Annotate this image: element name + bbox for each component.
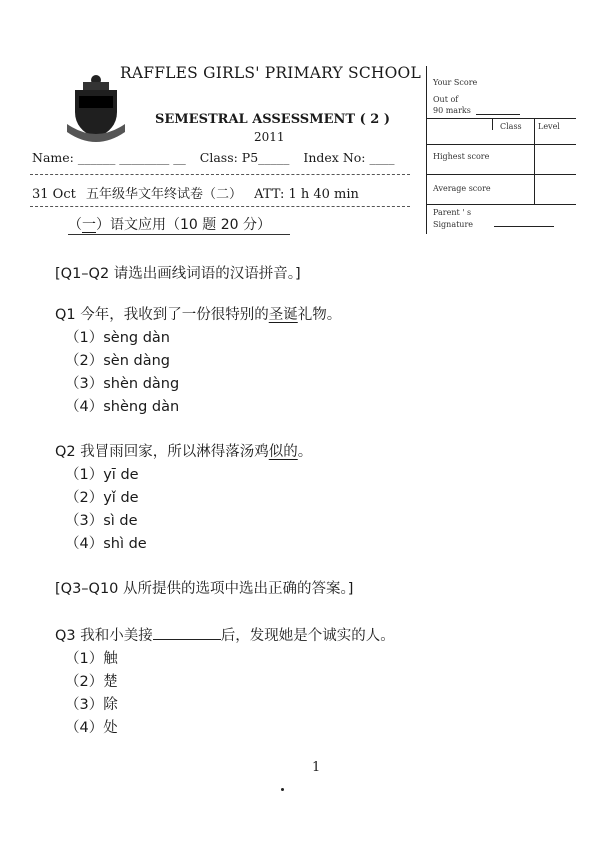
out-of-label: Out of <box>433 95 459 104</box>
question-3: Q3 我和小美接 后，发现她是个诚实的人。 <box>55 628 395 644</box>
signature-label: Signature <box>433 220 474 229</box>
signature-line <box>494 226 554 227</box>
q3-option-3[interactable]: （3）除 <box>65 697 118 713</box>
q2-option-3[interactable]: （3）sì de <box>65 513 138 529</box>
instruction-q1-q2: [Q1–Q2 请选出画线词语的汉语拼音。] <box>55 266 301 282</box>
exam-duration: ATT: 1 h 40 min <box>254 187 359 202</box>
q2-option-1[interactable]: （1）yī de <box>65 467 139 483</box>
q2-option-2[interactable]: （2）yǐ de <box>65 490 139 506</box>
highest-score-label: Highest score <box>433 152 490 161</box>
section-prefix: （ <box>68 217 82 233</box>
exam-date: 31 Oct <box>32 187 76 202</box>
level-column-label: Level <box>538 122 560 131</box>
instruction-q3-q10: [Q3–Q10 从所提供的选项中选出正确的答案。] <box>55 581 354 597</box>
exam-date-row <box>32 183 359 202</box>
score-box <box>426 66 576 234</box>
q1-underlined-word: 圣诞 <box>268 307 298 323</box>
assessment-year: 2011 <box>254 130 285 144</box>
q3-option-2[interactable]: （2）楚 <box>65 674 118 690</box>
question-2: Q2 我冒雨回家，所以淋得落汤鸡似的。 <box>55 444 313 460</box>
name-field[interactable]: Name: ______ ________ __ <box>32 150 186 165</box>
page-number: 1 <box>312 760 321 775</box>
school-name: RAFFLES GIRLS' PRIMARY SCHOOL <box>120 64 421 82</box>
q1-option-1[interactable]: （1）sèng dàn <box>65 330 170 346</box>
question-1: Q1 今年，我收到了一份很特别的圣诞礼物。 <box>55 307 342 323</box>
header-divider-top <box>30 174 410 175</box>
q1-option-2[interactable]: （2）sèn dàng <box>65 353 170 369</box>
q3-option-1[interactable]: （1）触 <box>65 651 118 667</box>
marks-label: 90 marks <box>433 106 471 115</box>
scan-dot <box>281 788 284 791</box>
student-info-row <box>32 150 410 165</box>
section-underline <box>68 234 290 235</box>
assessment-title: SEMESTRAL ASSESSMENT ( 2 ) <box>155 112 390 127</box>
section-number: 一 <box>82 217 96 233</box>
class-column-label: Class <box>500 122 522 131</box>
exam-title: 五年级华文年终试卷（二） <box>85 187 242 202</box>
q3-answer-blank[interactable] <box>153 627 221 640</box>
q1-option-4[interactable]: （4）shèng dàn <box>65 399 180 415</box>
class-field[interactable]: Class: P5_____ <box>199 150 290 165</box>
your-score-label: Your Score <box>433 78 478 87</box>
q2-underlined-word: 似的 <box>268 444 298 460</box>
q1-option-3[interactable]: （3）shèn dàng <box>65 376 180 392</box>
header-divider-bottom <box>30 206 410 207</box>
q3-option-4[interactable]: （4）处 <box>65 720 118 736</box>
parents-label: Parent ' s <box>433 208 472 217</box>
section-heading <box>68 214 271 234</box>
school-crest-logo <box>65 72 127 148</box>
average-score-label: Average score <box>433 184 491 193</box>
index-field[interactable]: Index No: ____ <box>303 150 395 165</box>
section-title: ）语文应用（10 题 20 分） <box>96 217 271 233</box>
q2-option-4[interactable]: （4）shì de <box>65 536 147 552</box>
